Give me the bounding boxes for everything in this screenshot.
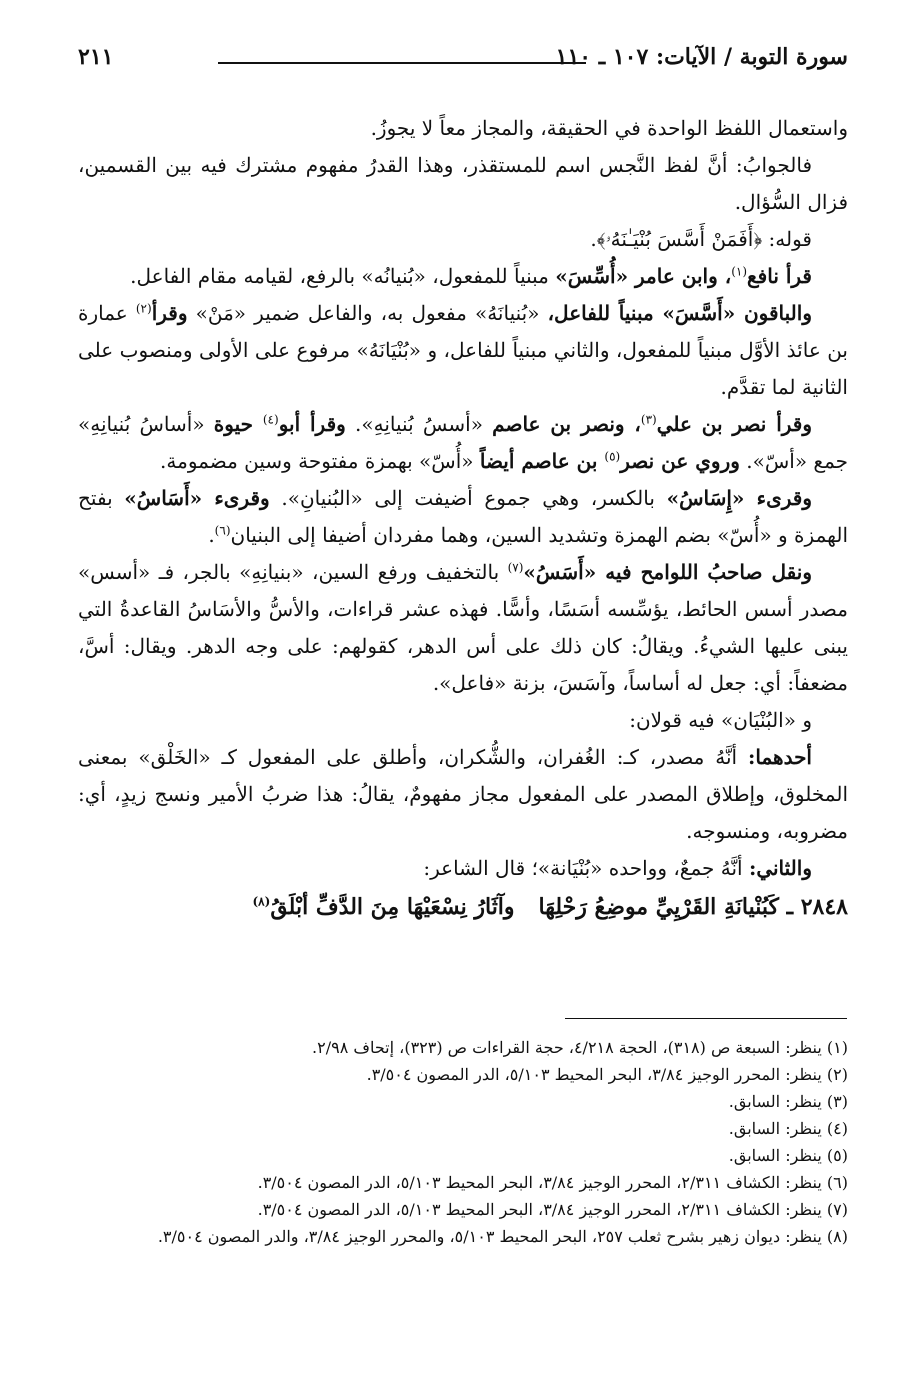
paragraph [78,739,848,850]
text-run: «بُنيانَهُ» مفعول به، والفاعل ضمير «مَنْ» [187,301,548,325]
reader-name: قرأ نافع [747,264,812,288]
footnote-ref: (٧) [507,560,524,575]
reader-name: بن عاصم أيضاً [479,449,605,473]
section-label: والثاني: [748,856,812,880]
reader-name: ، ونصر بن عاصم [492,412,641,436]
footnote-ref: (٤) [262,412,279,427]
text-run: «أسسُ بُنيانِهِ». [345,412,493,436]
paragraph: و «البُنْيَان» فيه قولان: [629,708,812,732]
reading-label: وقرىء «إِسَاسُ» [666,486,812,510]
verse-second-hemistich: وآثَارُ نِسْعَيْهَا مِنَ الدَّفِّ أبْلَقُ [270,894,515,920]
reader-name: وقرأ نصر بن علي [656,412,813,436]
footnote: (٦) ينظر: الكشاف ٢/٣١١، المحرر الوجيز ٣/٨٤، البحر المحيط ٥/١٠٣، الدر المصون ٣/٥٠٤. [257,1173,848,1192]
footnote-ref: (١) [731,264,748,279]
text-run: بالكسر، وهي جموع أضيفت إلى «البُنيانِ». [269,486,667,510]
paragraph [78,258,848,295]
footnote-ref: (٣) [640,412,657,427]
poetry-verse [78,889,848,926]
paragraph [78,480,848,554]
footnote: (٥) ينظر: السابق. [728,1146,848,1165]
paragraph [78,295,848,406]
footnote-separator [565,1018,847,1019]
header-rule [218,62,586,64]
text-run: بالتخفيف ورفع السين، «بنيانِهِ» بالجر، فـ «أسس» مصدر أسس الحائط، يؤسِّسه أسَسًا، وأسًّا. فهذه عشر قراءات، والأسُّ والأسَاسُ القاعدةُ التي يبنى عليها الشيءُ. ويقالُ: كان ذلك على أس الدهر، كقولهم: على وجه الدهر. ويقال: أسَّ، مضعفاً: أي: جعل له أساساً، وآسَسَ، بزنة «فاعل». [78,560,848,695]
paragraph [78,554,848,702]
section-label: أحدهما: [747,745,812,769]
text-run: مبنياً للمفعول، «بُنيانُه» بالرفع، لقيامه مقام الفاعل. [130,264,556,288]
paragraph: فالجوابُ: أنَّ لفظ النَّجس اسم للمستقذر، وهذا القدرُ مفهوم مشترك فيه بين القسمين، فزال السُّؤال. [78,153,848,214]
text-run: عمارة بن عائذ الأوَّل مبنياً للمفعول، والثاني مبنياً للفاعل، و «بُنْيَانَهُ» مرفوع على الأولى ومنصوب على الثانية لما تقدَّم. [78,301,848,399]
reader-name: وقرأ [151,301,188,325]
reader-name: وروي عن نصر [620,449,740,473]
text-run: «أساسُ بُنيانِهِ» جمع «أسّ». [78,412,848,473]
footnote-ref: (٨) [252,894,271,909]
reader-name: حيوة [213,412,263,436]
footnotes [78,1034,848,1250]
running-title: سورة التوبة / الآيات: ١٠٧ ـ ١١٠ [555,44,848,70]
footnote-ref: (٢) [135,301,152,316]
reader-name: ونقل صاحبُ اللوامح فيه «أَسَسُ» [523,560,812,584]
text-run: بفتح الهمزة و «أُسّ» بضم الهمزة وتشديد السين، وهما مفردان أضيفا إلى البنيان [78,486,848,547]
text-run: أنَّهُ جمعٌ، وواحده «بُنْيَانة»؛ قال الشاعر: [423,856,749,880]
reader-name: والباقون «أَسَّسَ» مبنياً للفاعل، [547,301,812,325]
page-number: ٢١١ [78,44,114,70]
footnote: (٨) ينظر: ديوان زهير بشرح ثعلب ٢٥٧، البحر المحيط ٥/١٠٣، والمحرر الوجيز ٣/٨٤، والدر المصون ٣/٥٠٤. [157,1227,848,1246]
paragraph: واستعمال اللفظ الواحدة في الحقيقة، والمجاز معاً لا يجوزُ. [370,116,848,140]
verse-first-hemistich: ٢٨٤٨ ـ كَبُنْيانَةِ القَرْيِيِّ موضِعُ رَحْلِهَا [538,894,848,920]
footnote: (٣) ينظر: السابق. [728,1092,848,1111]
reader-name: ، وابن عامر «أُسِّسَ» [555,264,732,288]
footnote: (٧) ينظر: الكشاف ٢/٣١١، المحرر الوجيز ٣/٨٤، البحر المحيط ٥/١٠٣، الدر المصون ٣/٥٠٤. [257,1200,848,1219]
paragraph [78,406,848,480]
footnote-ref: (٥) [604,449,621,464]
footnote: (١) ينظر: السبعة ص (٣١٨)، الحجة ٤/٢١٨، حجة القراءات ص (٣٢٣)، إتحاف ٢/٩٨. [312,1038,848,1057]
reader-name: وقرأ أبو [278,412,346,436]
footnote-ref: (٦) [214,523,231,538]
footnote: (٤) ينظر: السابق. [728,1119,848,1138]
paragraph: قوله: ﴿أَفَمَنْ أَسَّسَ بُنْيَـٰنَهُۥ﴾. [590,227,812,251]
main-text [78,110,848,926]
page-header [78,44,848,76]
footnote: (٢) ينظر: المحرر الوجيز ٣/٨٤، البحر المحيط ٥/١٠٣، الدر المصون ٣/٥٠٤. [366,1065,848,1084]
paragraph [78,850,848,887]
text-run: «أُسّ» بهمزة مفتوحة وسين مضمومة. [160,449,480,473]
text-run: أنَّهُ مصدر، كـ: الغُفران، والشُّكران، وأطلق على المفعول كـ «الخَلْق» بمعنى المخلوق، وإطلاق المصدر على المفعول مجاز مفهومٌ، يقالُ: هذا ضربُ الأمير ونسج زيدٍ، أي: مضروبه، ومنسوجه. [78,745,848,843]
reading-label: وقرىء «أَسَاسُ» [124,486,270,510]
text-run: . [208,523,215,547]
